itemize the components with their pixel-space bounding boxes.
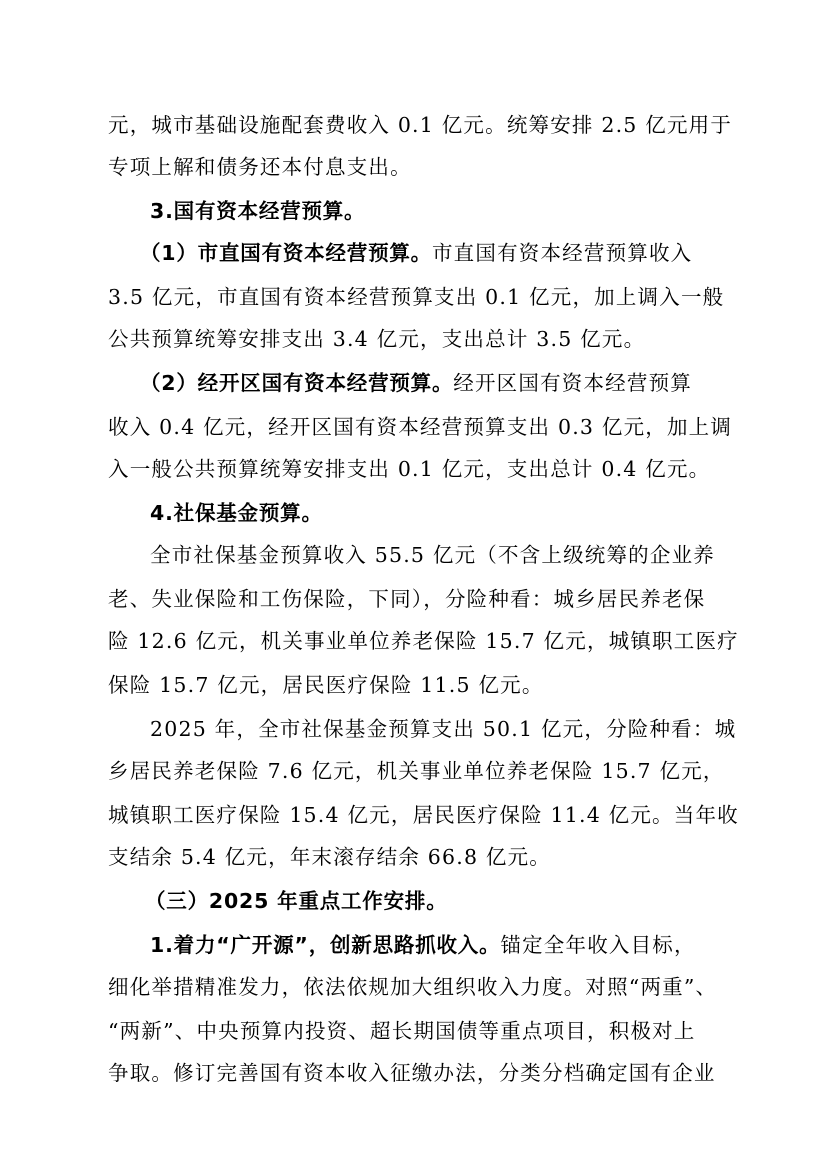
subsection-heading: （2）经开区国有资本经营预算。	[140, 371, 454, 395]
paragraph-line: 收入 0.4 亿元，经开区国有资本经营预算支出 0.3 亿元，加上调	[108, 415, 733, 439]
paragraph-line: “两新”、中央预算内投资、超长期国债等重点项目，积极对上	[108, 1019, 696, 1043]
paragraph-text: 经开区国有资本经营预算	[453, 371, 692, 395]
paragraph-line: 入一般公共预算统筹安排支出 0.1 亿元，支出总计 0.4 亿元。	[108, 457, 711, 481]
paragraph-text: 锚定全年收入目标，	[500, 933, 696, 957]
paragraph-line: 元，城市基础设施配套费收入 0.1 亿元。统筹安排 2.5 亿元用于	[108, 113, 733, 137]
paragraph-line: 城镇职工医疗保险 15.4 亿元，居民医疗保险 11.4 亿元。当年收	[108, 803, 739, 827]
paragraph-line: 险 12.6 亿元，机关事业单位养老保险 15.7 亿元，城镇职工医疗	[108, 629, 739, 653]
paragraph-line: 保险 15.7 亿元，居民医疗保险 11.5 亿元。	[108, 673, 544, 697]
paragraph-line: 争取。修订完善国有资本收入征缴办法，分类分档确定国有企业	[108, 1061, 716, 1085]
subsection-heading: （1）市直国有资本经营预算。	[140, 241, 432, 265]
section-heading: 3.国有资本经营预算。	[150, 199, 366, 223]
paragraph-line: 支结余 5.4 亿元，年末滚存结余 66.8 亿元。	[108, 845, 552, 869]
paragraph-line	[150, 930, 696, 960]
paragraph-line: 老、失业保险和工伤保险，下同），分险种看：城乡居民养老保	[108, 587, 706, 611]
paragraph-text: 市直国有资本经营预算收入	[431, 241, 693, 265]
paragraph-line: 3.5 亿元，市直国有资本经营预算支出 0.1 亿元，加上调入一般	[108, 285, 725, 309]
paragraph-line: 专项上解和债务还本付息支出。	[108, 155, 412, 179]
paragraph-line: 细化举措精准发力，依法依规加大组织收入力度。对照“两重”、	[108, 975, 718, 999]
paragraph-line: 全市社保基金预算收入 55.5 亿元（不含上级统筹的企业养	[150, 543, 715, 567]
subsection-heading: 1.着力“广开源”，创新思路抓收入。	[150, 933, 501, 957]
paragraph-line: 公共预算统筹安排支出 3.4 亿元，支出总计 3.5 亿元。	[108, 327, 646, 351]
section-heading: 4.社保基金预算。	[150, 501, 323, 525]
section-heading: （三）2025 年重点工作安排。	[145, 889, 448, 913]
paragraph-line: 乡居民养老保险 7.6 亿元，机关事业单位养老保险 15.7 亿元，	[108, 759, 725, 783]
paragraph-line: 2025 年，全市社保基金预算支出 50.1 亿元，分险种看：城	[150, 717, 737, 741]
paragraph-line	[140, 368, 692, 398]
paragraph-line	[140, 238, 692, 268]
